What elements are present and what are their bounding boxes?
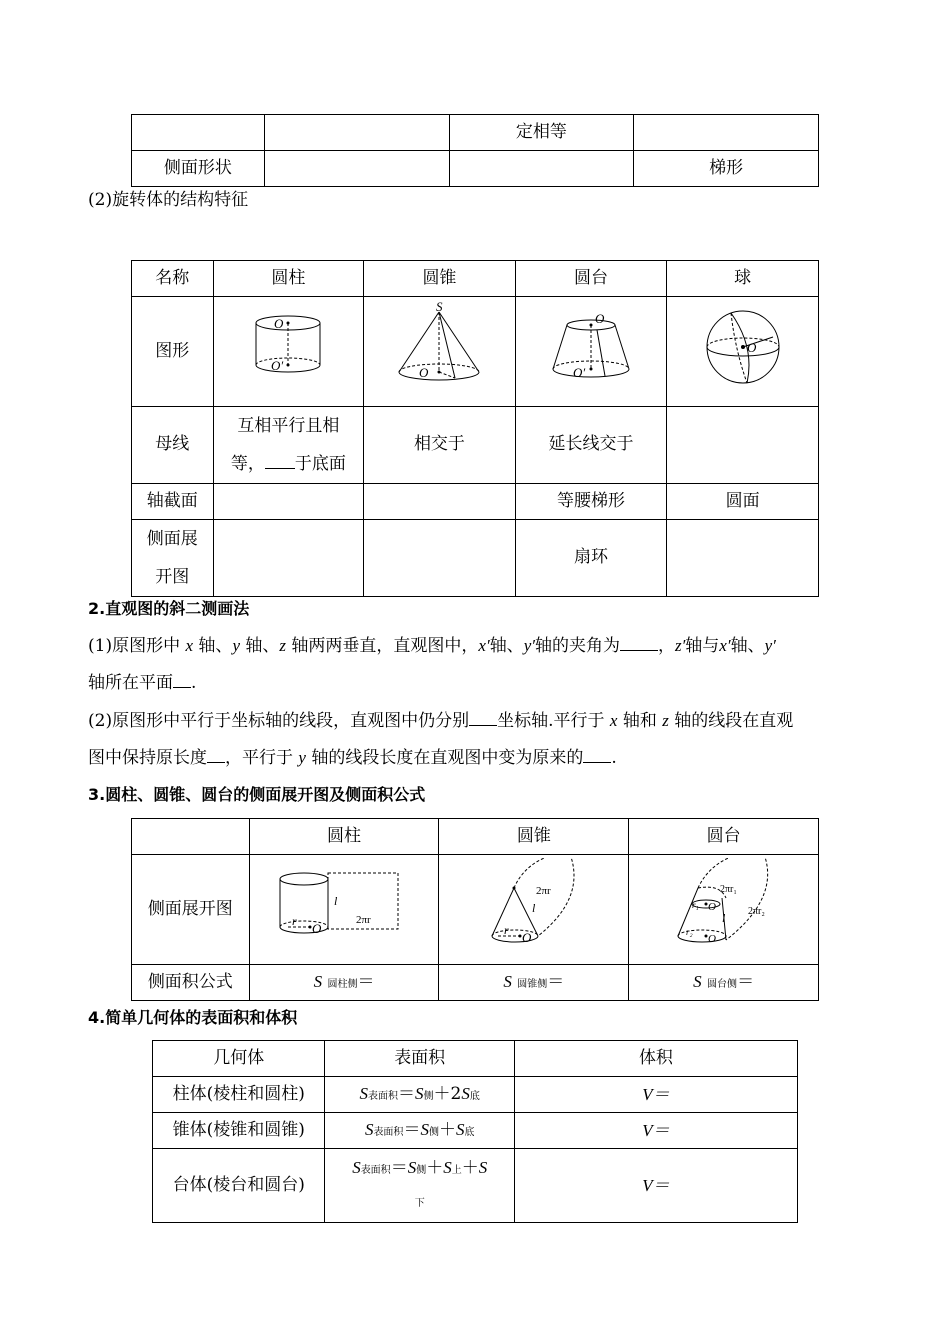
fill-blank — [583, 745, 611, 763]
header-cell: 圆台 — [629, 819, 819, 855]
text: ＋ — [426, 1157, 444, 1178]
symbol: S — [478, 1157, 488, 1177]
section-heading: (2)旋转体的结构特征 — [88, 190, 249, 210]
paragraph-line — [88, 745, 617, 770]
cell: 等腰梯形 — [515, 484, 667, 520]
cylinder-figure — [213, 297, 364, 407]
axis-symbol: z — [662, 711, 669, 730]
label-S: S — [436, 302, 443, 315]
prism-table-fragment — [131, 114, 819, 187]
text: 轴所在平面 — [88, 673, 173, 693]
cell: 侧面形状 — [132, 151, 265, 187]
label-r2: r₂ — [685, 926, 693, 937]
header-cell — [132, 819, 250, 855]
subscript: 圆锥侧 — [517, 979, 548, 991]
text: 轴的线段长度在直观图中变为原来的 — [305, 748, 584, 768]
header-cell: 圆柱 — [213, 261, 364, 297]
text: ＝ — [737, 972, 755, 993]
label-O-prime: O′ — [573, 364, 586, 380]
cell — [364, 520, 516, 597]
label-2pir2: 2πr₂ — [747, 905, 765, 917]
header-cell: 几何体 — [153, 1041, 325, 1077]
surface-volume-table — [152, 1040, 798, 1223]
cell-line: 互相平行且相 — [237, 416, 340, 436]
formula-cell — [629, 965, 819, 1001]
row-label: 图形 — [132, 297, 214, 407]
label-O: O — [707, 900, 716, 913]
label-2pir1: 2πr₁ — [719, 883, 737, 895]
symbol: S — [364, 1120, 374, 1140]
cell: 梯形 — [634, 151, 819, 187]
axis-symbol: y′ — [523, 636, 535, 655]
cell: 圆面 — [667, 484, 819, 520]
row-label: 柱体(棱柱和圆柱) — [153, 1077, 325, 1113]
subscript: 表面积 — [360, 1164, 391, 1176]
text: 2 — [450, 1084, 462, 1105]
text: . — [611, 748, 617, 768]
fill-blank — [207, 745, 225, 763]
cell — [667, 407, 819, 484]
cone-unfold-figure — [439, 855, 629, 965]
text: 轴的夹角为 — [534, 636, 620, 656]
header-cell: 名称 — [132, 261, 214, 297]
sphere-figure — [667, 297, 819, 407]
cell — [449, 151, 634, 187]
symbol: S — [420, 1120, 429, 1140]
header-cell: 圆锥 — [439, 819, 629, 855]
text: 轴和 — [617, 711, 663, 731]
text: 轴的线段在直观 — [668, 711, 794, 731]
cell — [264, 115, 449, 151]
paragraph-line — [88, 708, 793, 733]
frustum-figure — [515, 297, 667, 407]
text: ＝ — [357, 972, 375, 993]
fill-blank — [265, 451, 295, 469]
label-O: O — [595, 310, 605, 326]
subscript: 底 — [464, 1127, 475, 1139]
paragraph-line — [88, 670, 196, 695]
label-l: l — [334, 894, 338, 909]
label-O: O — [419, 365, 429, 381]
symbol: S — [693, 972, 702, 992]
cell — [364, 484, 516, 520]
label-2pir: 2πr — [535, 884, 551, 897]
text: . — [191, 673, 197, 693]
label-l: l — [721, 910, 725, 925]
formula-cell — [325, 1077, 514, 1113]
text: ＋ — [438, 1120, 456, 1141]
text: 图中保持原长度 — [88, 748, 207, 768]
text: ，平行于 — [225, 748, 299, 768]
label-O: O — [312, 921, 322, 937]
subscript: 上 — [451, 1164, 462, 1176]
cell: 定相等 — [449, 115, 634, 151]
lateral-area-table — [131, 818, 819, 1001]
row-label: 侧面展开图 — [132, 855, 250, 965]
text-fragment: 于底面 — [294, 454, 346, 474]
fill-blank — [469, 708, 497, 726]
cell-line: 侧面展 — [146, 529, 198, 549]
volume-cell: V＝ — [514, 1113, 797, 1149]
rotational-solids-table — [131, 260, 819, 597]
text: 轴两两垂直，直观图中， — [286, 636, 479, 656]
subscript: 底 — [469, 1091, 480, 1103]
header-cell: 表面积 — [325, 1041, 514, 1077]
subscript: 表面积 — [368, 1091, 399, 1103]
symbol: S — [503, 972, 512, 992]
text-fragment: 等， — [230, 454, 265, 474]
text: 轴、 — [489, 636, 524, 656]
cell-line: 开图 — [155, 567, 190, 587]
cone-figure — [364, 297, 516, 407]
symbol: S — [359, 1084, 369, 1104]
formula-line — [325, 1153, 513, 1186]
cell: 延长线交于 — [515, 407, 667, 484]
row-label — [132, 520, 214, 597]
volume-cell: V＝ — [514, 1149, 797, 1223]
row-label: 侧面积公式 — [132, 965, 250, 1001]
text: 轴、 — [193, 636, 233, 656]
text: ＋ — [461, 1157, 479, 1178]
formula-cell — [325, 1149, 514, 1223]
text: 坐标轴.平行于 — [497, 711, 610, 731]
text: ＋ — [433, 1084, 451, 1105]
cell: 相交于 — [364, 407, 516, 484]
subscript: 圆台侧 — [707, 979, 738, 991]
text: ＝ — [547, 972, 565, 993]
text: ＝ — [403, 1120, 421, 1141]
axis-symbol: y — [232, 636, 240, 655]
header-cell: 体积 — [514, 1041, 797, 1077]
symbol: S — [455, 1120, 465, 1140]
cell — [213, 484, 364, 520]
paragraph-line — [88, 633, 776, 658]
header-cell: 球 — [667, 261, 819, 297]
subscript: 圆柱侧 — [327, 979, 358, 991]
text: ， — [657, 636, 675, 656]
row-label: 轴截面 — [132, 484, 214, 520]
label-l: l — [531, 900, 536, 915]
text: (2)原图形中平行于坐标轴的线段，直观图中仍分别 — [88, 711, 470, 731]
axis-symbol: y′ — [764, 636, 776, 655]
text: ＝ — [398, 1084, 416, 1105]
formula-cell — [439, 965, 629, 1001]
cell — [213, 520, 364, 597]
label-O-prime: O′ — [271, 358, 284, 374]
symbol: S — [352, 1157, 361, 1177]
subscript: 表面积 — [373, 1127, 404, 1139]
cell: 扇环 — [515, 520, 667, 597]
volume-cell: V＝ — [514, 1077, 797, 1113]
section-title: 4.简单几何体的表面积和体积 — [88, 1008, 298, 1027]
symbol: S — [407, 1157, 417, 1177]
formula-line — [325, 1186, 513, 1219]
label-r: r — [292, 914, 297, 929]
subscript: 侧 — [423, 1091, 434, 1103]
axis-symbol: x′ — [719, 636, 731, 655]
fill-blank — [173, 670, 191, 688]
cell-line — [214, 445, 364, 483]
axis-symbol: x′ — [478, 636, 490, 655]
row-label: 台体(棱台和圆台) — [153, 1149, 325, 1223]
cell — [132, 115, 265, 151]
frustum-unfold-figure — [629, 855, 819, 965]
cell — [634, 115, 819, 151]
label-r: r — [503, 922, 509, 937]
axis-symbol: z′ — [674, 636, 686, 655]
axis-symbol: z — [279, 636, 287, 655]
symbol: S — [415, 1084, 424, 1104]
label-O: O — [746, 339, 757, 355]
label-r1: r₁ — [691, 899, 699, 910]
cell — [667, 520, 819, 597]
header-cell: 圆柱 — [249, 819, 439, 855]
fill-blank — [620, 633, 658, 651]
section-title: 2.直观图的斜二测画法 — [88, 599, 250, 618]
text: 轴、 — [239, 636, 280, 656]
axis-symbol: y — [298, 748, 306, 767]
row-label: 母线 — [132, 407, 214, 484]
symbol: S — [313, 972, 323, 992]
section-title: 3.圆柱、圆锥、圆台的侧面展开图及侧面积公式 — [88, 785, 426, 804]
label-O: O — [521, 929, 532, 945]
subscript: 下 — [414, 1197, 425, 1209]
cell — [264, 151, 449, 187]
row-label: 锥体(棱锥和圆锥) — [153, 1113, 325, 1149]
label-2pir: 2πr — [356, 914, 371, 927]
subscript: 侧 — [428, 1127, 439, 1139]
label-O: O — [707, 932, 716, 945]
symbol: S — [461, 1084, 470, 1104]
text: (1)原图形中 — [88, 636, 186, 656]
formula-cell — [325, 1113, 514, 1149]
cell — [213, 407, 364, 484]
axis-symbol: x — [185, 636, 194, 655]
axis-symbol: x — [609, 711, 618, 730]
text: 轴与 — [685, 636, 720, 656]
label-O: O — [274, 316, 284, 332]
formula-cell — [249, 965, 439, 1001]
header-cell: 圆台 — [515, 261, 667, 297]
text: ＝ — [390, 1157, 408, 1178]
cylinder-unfold-figure — [249, 855, 439, 965]
text: 轴、 — [730, 636, 765, 656]
header-cell: 圆锥 — [364, 261, 516, 297]
symbol: S — [443, 1157, 452, 1177]
subscript: 侧 — [416, 1164, 427, 1176]
